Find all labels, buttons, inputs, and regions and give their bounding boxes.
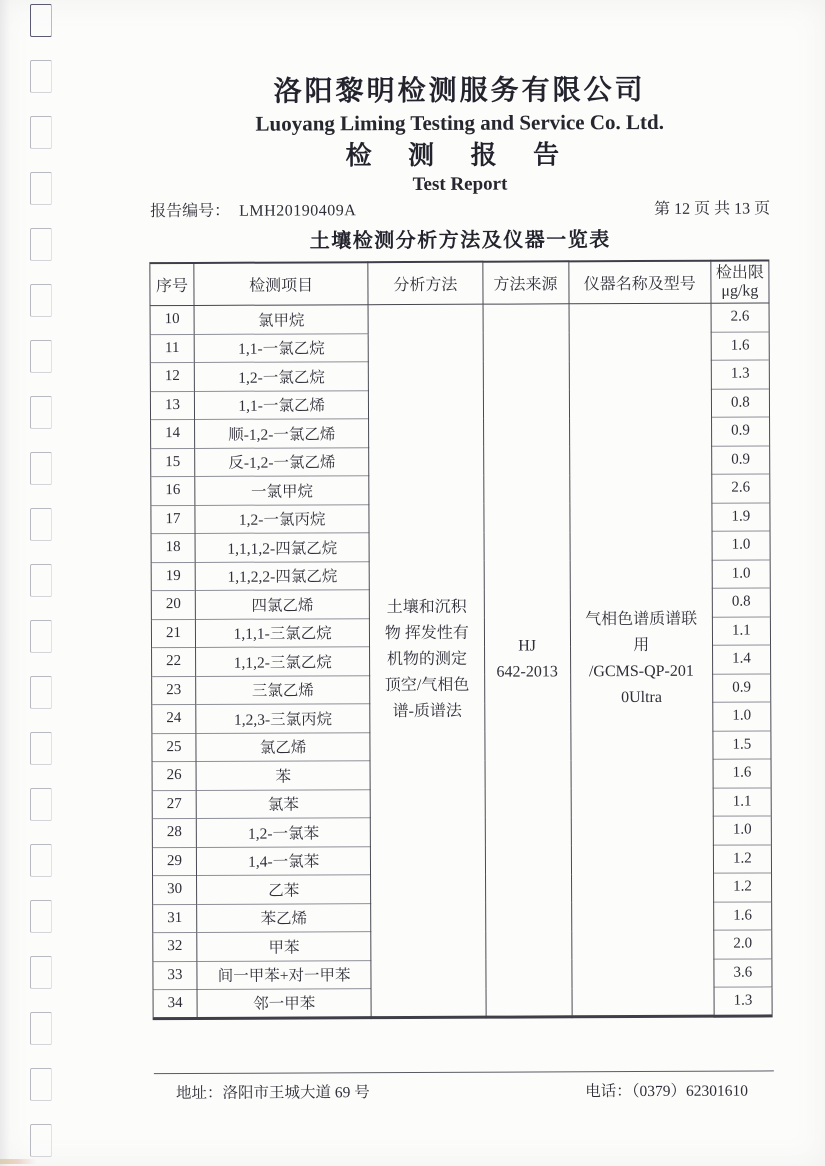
row-limit: 1.2	[713, 844, 771, 873]
row-item: 1,2-一氯苯	[196, 818, 370, 847]
row-serial: 14	[151, 419, 195, 448]
row-limit: 0.8	[712, 588, 770, 617]
row-serial: 23	[152, 676, 196, 705]
row-serial: 24	[152, 704, 196, 733]
row-serial: 21	[151, 619, 195, 648]
row-serial: 17	[151, 505, 195, 534]
row-limit: 1.5	[713, 730, 771, 759]
row-limit: 0.8	[711, 388, 769, 417]
row-limit: 0.9	[713, 673, 771, 702]
row-item: 1,2,3-三氯丙烷	[196, 704, 370, 733]
company-name-en: Luoyang Liming Testing and Service Co. Ltd.	[255, 109, 664, 136]
row-limit: 1.6	[711, 331, 769, 360]
row-limit: 1.0	[713, 816, 771, 845]
row-item: 氯苯	[196, 789, 370, 818]
phone-value: （0379）62301610	[631, 1082, 749, 1101]
row-item: 1,2-一氯乙烷	[194, 362, 368, 391]
row-serial: 10	[150, 305, 194, 334]
row-serial: 31	[153, 904, 197, 933]
row-item: 顺-1,2-一氯乙烯	[195, 419, 369, 448]
header-instrument: 仪器名称及型号	[568, 261, 710, 304]
header-serial: 序号	[150, 263, 194, 306]
row-item: 苯乙烯	[197, 903, 371, 932]
row-limit: 1.3	[711, 360, 769, 389]
row-item: 1,1,1-三氯乙烷	[195, 618, 369, 647]
row-serial: 19	[151, 562, 195, 591]
footer-address	[176, 1080, 370, 1103]
row-serial: 32	[153, 932, 197, 961]
row-limit: 0.9	[711, 417, 769, 446]
row-serial: 25	[152, 733, 196, 762]
row-serial: 11	[150, 334, 194, 363]
row-serial: 18	[151, 533, 195, 562]
row-item: 氯甲烷	[194, 305, 368, 334]
table-row	[150, 303, 769, 334]
report-number-label: 报告编号：	[150, 202, 231, 221]
row-limit: 3.6	[714, 958, 772, 987]
row-serial: 26	[152, 761, 196, 790]
header-item: 检测项目	[194, 262, 368, 305]
row-limit: 0.9	[712, 445, 770, 474]
row-limit: 2.6	[712, 474, 770, 503]
row-limit: 1.2	[713, 873, 771, 902]
address-label: 地址：	[175, 1084, 223, 1103]
header-source: 方法来源	[482, 261, 568, 304]
row-item: 间一甲苯+对一甲苯	[197, 960, 371, 989]
row-serial: 34	[153, 989, 197, 1018]
report-title-cn: 检 测 报 告	[345, 140, 575, 171]
row-item: 邻一甲苯	[197, 989, 371, 1018]
row-serial: 33	[153, 961, 197, 990]
row-limit: 1.4	[712, 645, 770, 674]
row-item: 1,1,1,2-四氯乙烷	[195, 533, 369, 562]
row-item: 甲苯	[197, 932, 371, 961]
table-body	[150, 303, 772, 1018]
header-method: 分析方法	[368, 262, 482, 305]
row-item: 一氯甲烷	[195, 476, 369, 505]
row-item: 1,1,2-三氯乙烷	[196, 647, 370, 676]
row-item: 反-1,2-一氯乙烯	[195, 447, 369, 476]
row-item: 1,1-一氯乙烯	[194, 390, 368, 419]
row-item: 氯乙烯	[196, 732, 370, 761]
report-number	[150, 197, 356, 221]
row-serial: 29	[152, 847, 196, 876]
row-item: 1,1-一氯乙烷	[194, 333, 368, 362]
report-title-en: Test Report	[412, 173, 508, 195]
row-limit: 1.0	[713, 702, 771, 731]
row-limit: 1.0	[712, 559, 770, 588]
phone-label: 电话：	[585, 1083, 632, 1101]
row-limit: 1.1	[713, 787, 771, 816]
row-limit: 1.6	[713, 759, 771, 788]
row-limit: 1.6	[713, 901, 771, 930]
instrument-cell: 气相色谱质谱联 用 /GCMS-QP-201 0Ultra	[569, 303, 714, 1016]
methods-table	[149, 259, 772, 1019]
footer-phone	[585, 1079, 748, 1102]
row-serial: 30	[153, 875, 197, 904]
row-serial: 27	[152, 790, 196, 819]
header-limit: 检出限 μg/kg	[711, 260, 769, 303]
row-serial: 12	[150, 362, 194, 391]
row-serial: 20	[151, 590, 195, 619]
page-indicator: 第 12 页 共 13 页	[654, 200, 771, 218]
row-serial: 22	[152, 647, 196, 676]
row-limit: 2.6	[711, 303, 769, 332]
table-header-row	[150, 260, 769, 305]
row-limit: 2.0	[714, 930, 772, 959]
row-item: 1,4-一氯苯	[196, 846, 370, 875]
row-item: 四氯乙烯	[195, 590, 369, 619]
report-number-value: LMH20190409A	[239, 202, 357, 220]
row-serial: 15	[151, 448, 195, 477]
table-title: 土壤检测分析方法及仪器一览表	[309, 229, 611, 253]
row-item: 1,2-一氯丙烷	[195, 504, 369, 533]
page-footer	[154, 1070, 774, 1103]
row-serial: 28	[152, 818, 196, 847]
row-item: 1,1,2,2-四氯乙烷	[195, 561, 369, 590]
method-source-cell: HJ 642-2013	[483, 304, 572, 1017]
row-serial: 16	[151, 476, 195, 505]
row-limit: 1.1	[712, 616, 770, 645]
address-value: 洛阳市王城大道 69 号	[222, 1084, 370, 1102]
row-serial: 13	[150, 391, 194, 420]
row-item: 苯	[196, 761, 370, 790]
company-name-cn: 洛阳黎明检测服务有限公司	[273, 74, 646, 108]
row-limit: 1.0	[712, 531, 770, 560]
row-item: 三氯乙烯	[196, 675, 370, 704]
report-header	[150, 74, 771, 198]
row-limit: 1.9	[712, 502, 770, 531]
row-limit: 1.3	[714, 987, 772, 1016]
analysis-method-cell: 土壤和沉积 物 挥发性有 机物的测定 顶空/气相色 谱-质谱法	[368, 304, 485, 1017]
row-item: 乙苯	[197, 875, 371, 904]
report-meta-row	[150, 195, 770, 221]
